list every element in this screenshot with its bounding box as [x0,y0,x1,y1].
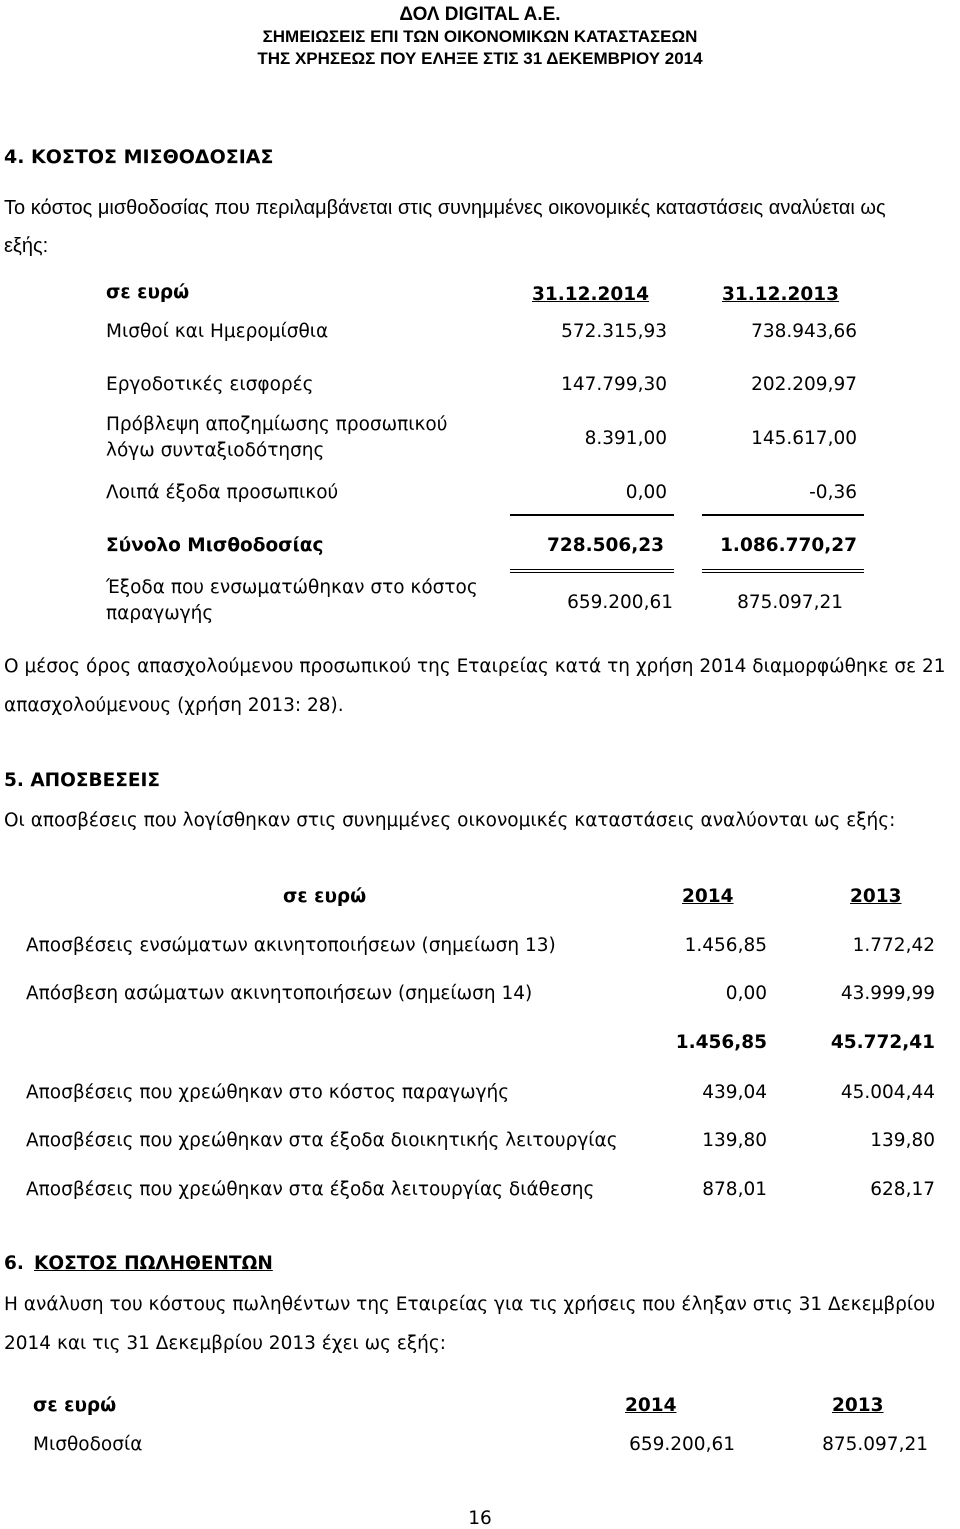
cost-col-2013: 2013 [832,1395,884,1416]
row-label-line-2: λόγω συνταξιοδότησης [106,440,325,461]
row-value-2013: 45.004,44 [840,1082,935,1103]
row-label: Αποσβέσεις που χρεώθηκαν στα έξοδα διοικητικής λειτουργίας [26,1130,618,1151]
row-label: Αποσβέσεις ενσώματων ακινητοποιήσεων (σημείωση 13) [26,935,556,956]
row-value-2013: -0,36 [809,482,857,503]
depreciation-col-2013: 2013 [850,886,902,907]
row-value-2014: 8.391,00 [584,428,667,449]
row-value-2013: 1.772,42 [852,935,935,956]
row-label: Λοιπά έξοδα προσωπικού [106,482,339,503]
section-5-title: 5. ΑΠΟΣΒΕΣΕΙΣ [4,770,161,791]
row-value-2014: 878,01 [702,1179,767,1200]
section-6-title: ΚΟΣΤΟΣ ΠΩΛΗΘΕΝΤΩΝ [34,1253,273,1274]
row-value-2014: 0,00 [725,983,767,1004]
depreciation-unit-label: σε ευρώ [283,886,367,907]
total-label: Σύνολο Μισθοδοσίας [106,535,324,556]
cost-col-2014: 2014 [625,1395,677,1416]
section-4-title: 4. ΚΟΣΤΟΣ ΜΙΣΘΟΔΟΣΙΑΣ [4,146,274,168]
row-label: Αποσβέσεις που χρεώθηκαν στο κόστος παραγωγής [26,1082,510,1103]
row-value-2013: 628,17 [870,1179,935,1200]
row-value-2013: 43.999,99 [840,983,935,1004]
company-name: ΔΟΛ DIGITAL A.E. [399,4,561,25]
row-value-2014: 659.200,61 [629,1434,735,1455]
section-6-intro-line-1: Η ανάλυση του κόστους πωληθέντων της Εταιρείας για τις χρήσεις που έληξαν στις 31 Δεκεμβρίου [4,1294,936,1315]
production-value-2014: 659.200,61 [567,592,673,613]
row-value-2014: 0,00 [625,482,667,503]
row-value-2013: 139,80 [870,1130,935,1151]
total-value-2013: 45.772,41 [830,1032,935,1053]
section-4-intro-line-2: εξής: [4,235,49,257]
total-value-2014: 1.456,85 [675,1032,767,1053]
row-value-2014: 139,80 [702,1130,767,1151]
row-label: Απόσβεση ασώματων ακινητοποιήσεων (σημείωση 14) [26,983,533,1004]
row-value-2014: 1.456,85 [684,935,767,956]
row-value-2014: 439,04 [702,1082,767,1103]
subtotal-rule-2013 [702,514,864,516]
total-rule-2013-a [702,569,864,570]
header-line-2: ΤΗΣ ΧΡΗΣΕΩΣ ΠΟΥ ΕΛΗΞΕ ΣΤΙΣ 31 ΔΕΚΕΜΒΡΙΟΥ 2014 [257,49,703,68]
cost-unit-label: σε ευρώ [33,1395,117,1416]
row-value-2014: 572.315,93 [561,321,667,342]
production-label-line-1: Έξοδα που ενσωματώθηκαν στο κόστος [106,577,478,598]
total-value-2013: 1.086.770,27 [720,535,857,556]
total-rule-2014-b [510,572,674,573]
staff-note-line-1: Ο μέσος όρος απασχολούμενου προσωπικού της Εταιρείας κατά τη χρήση 2014 διαμορφώθηκε σε 21 [4,656,946,677]
row-label-line-1: Πρόβλεψη αποζημίωσης προσωπικού [106,414,448,435]
page-number: 16 [468,1508,492,1529]
section-5-intro: Οι αποσβέσεις που λογίσθηκαν στις συνημμένες οικονομικές καταστάσεις αναλύονται ως εξής: [4,810,896,831]
payroll-unit-label: σε ευρώ [106,282,190,303]
total-value-2014: 728.506,23 [546,535,664,556]
row-label: Εργοδοτικές εισφορές [106,374,314,395]
payroll-col-2014: 31.12.2014 [532,284,650,305]
section-6-intro-line-2: 2014 και τις 31 Δεκεμβρίου 2013 έχει ως εξής: [4,1333,446,1354]
production-value-2013: 875.097,21 [737,592,843,613]
row-label: Μισθοί και Ημερομίσθια [106,321,329,342]
payroll-col-2013: 31.12.2013 [722,284,840,305]
row-value-2013: 202.209,97 [751,374,857,395]
row-label: Μισθοδοσία [33,1434,143,1455]
row-value-2013: 738.943,66 [751,321,857,342]
row-value-2014: 147.799,30 [561,374,667,395]
row-label: Αποσβέσεις που χρεώθηκαν στα έξοδα λειτουργίας διάθεσης [26,1179,595,1200]
section-4-intro-line-1: Το κόστος μισθοδοσίας που περιλαμβάνεται στις συνημμένες οικονομικές καταστάσεις αναλύεται ως [4,197,886,219]
row-value-2013: 875.097,21 [822,1434,928,1455]
staff-note-line-2: απασχολούμενους (χρήση 2013: 28). [4,695,344,716]
total-rule-2013-b [702,572,864,573]
row-value-2013: 145.617,00 [751,428,857,449]
header-line-1: ΣΗΜΕΙΩΣΕΙΣ ΕΠΙ ΤΩΝ ΟΙΚΟΝΟΜΙΚΩΝ ΚΑΤΑΣΤΑΣΕΩΝ [262,27,698,46]
section-6-number: 6. [4,1253,24,1274]
depreciation-col-2014: 2014 [682,886,734,907]
production-label-line-2: παραγωγής [106,603,214,624]
total-rule-2014-a [510,569,674,570]
subtotal-rule-2014 [510,514,674,516]
